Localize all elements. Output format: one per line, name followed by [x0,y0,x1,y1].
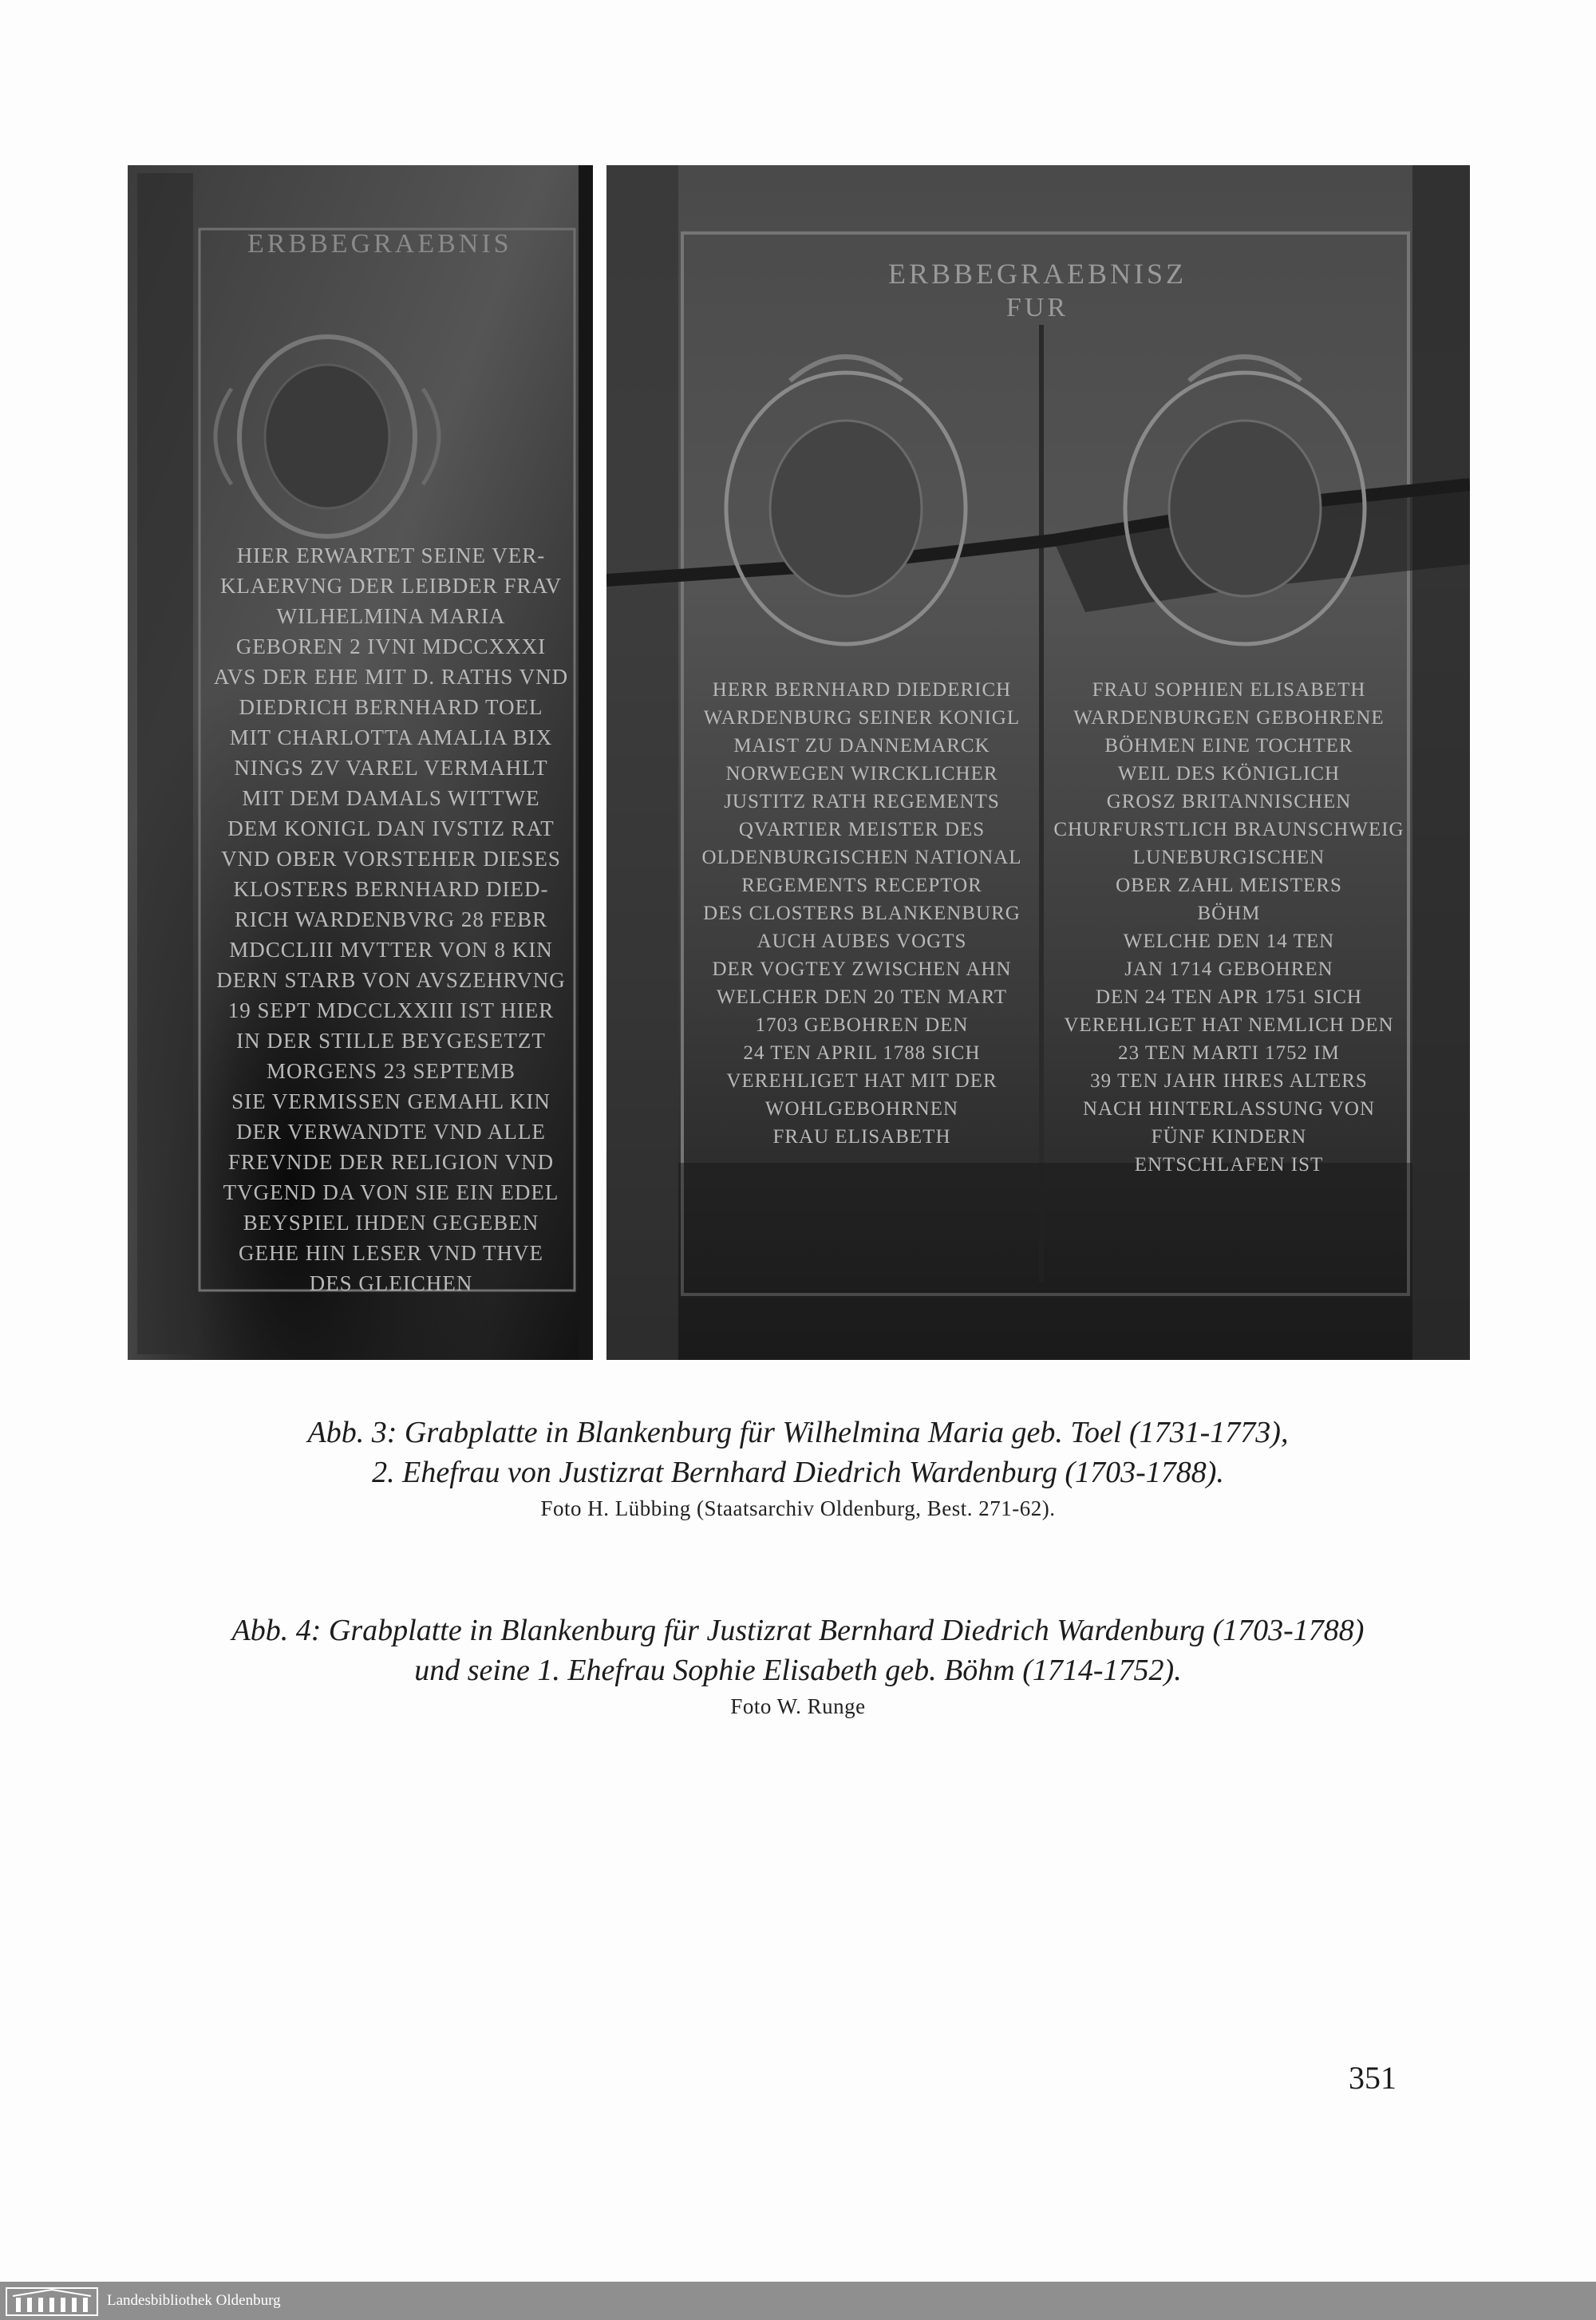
inscription-line: HIER ERWARTET SEINE VER- [236,543,546,567]
inscription-line: OBER ZAHL MEISTERS [1116,875,1342,896]
inscription-line: WILHELMINA MARIA [276,604,506,628]
inscription-line: 24 TEN APRIL 1788 SICH [743,1042,981,1064]
slab-right-inscription-left [682,676,1041,1151]
inscription-line: NORWEGEN WIRCKLICHER [725,763,998,785]
inscription-line: JUSTITZ RATH REGEMENTS [724,791,1000,812]
inscription-line: FRAU SOPHIEN ELISABETH [1092,679,1366,701]
inscription-line: VND OBER VORSTEHER DIESES [221,847,561,871]
inscription-line: BÖHM [1197,903,1261,924]
inscription-line: DERN STARB VON AVSZEHRVNG [216,968,566,992]
inscription-line: AVS DER EHE MIT D. RATHS VND [213,665,569,689]
inscription-line: DER VERWANDTE VND ALLE [236,1120,546,1144]
inscription-line: MIT CHARLOTTA AMALIA BIX [229,725,553,749]
inscription-line: WARDENBURG SEINER KONIGL [703,707,1021,729]
inscription-line: KLAERVNG DER LEIBDER FRAV [219,574,563,598]
inscription-line: GEBOREN 2 IVNI MDCCXXXI [235,634,547,658]
caption-3-line-1: Abb. 3: Grabplatte in Blankenburg für Wilhelmina Maria geb. Toel (1731-1773), [307,1416,1289,1449]
grave-slab-photo-right [606,165,1470,1360]
inscription-line: WEIL DES KÖNIGLICH [1117,763,1341,785]
caption-figure-4 [128,1611,1468,1721]
inscription-line: OLDENBURGISCHEN NATIONAL [701,847,1022,868]
slab-left-inscription [207,540,575,1298]
inscription-line: HERR BERNHARD DIEDERICH [712,679,1012,701]
slab-left-header-text: ERBBEGRAEBNIS [247,229,512,259]
inscription-line: AUCH AUBES VOGTS [757,931,967,952]
inscription-line: NINGS ZV VAREL VERMAHLT [234,756,548,780]
inscription-line: MDCCLIII MVTTER VON 8 KIN [229,938,553,962]
inscription-line: VEREHLIGET HAT NEMLICH DEN [1064,1014,1394,1036]
inscription-line: REGEMENTS RECEPTOR [741,875,982,896]
inscription-line: SIE VERMISSEN GEMAHL KIN [231,1089,551,1113]
inscription-line: 39 TEN JAHR IHRES ALTERS [1090,1070,1368,1092]
caption-figure-3 [128,1413,1468,1523]
inscription-line: DES GLEICHEN [309,1271,473,1295]
library-name: Landesbibliothek Oldenburg [107,2292,281,2309]
inscription-line: MAIST ZU DANNEMARCK [733,735,990,757]
caption-4-line-1: Abb. 4: Grabplatte in Blankenburg für Justizrat Bernhard Diedrich Wardenburg (1703-1788) [231,1614,1365,1647]
slab-right-header-text: ERBBEGRAEBNISZ [887,258,1187,290]
inscription-line: GEHE HIN LESER VND THVE [239,1241,543,1265]
inscription-line: DEN 24 TEN APR 1751 SICH [1096,986,1362,1008]
inscription-line: WOHLGEBOHRNEN [764,1098,959,1120]
inscription-line: VEREHLIGET HAT MIT DER [726,1070,998,1092]
inscription-line: DEM KONIGL DAN IVSTIZ RAT [227,816,555,840]
inscription-line: CHURFURSTLICH BRAUNSCHWEIG [1053,819,1404,840]
inscription-line: WARDENBURGEN GEBOHRENE [1073,707,1385,729]
inscription-line: LUNEBURGISCHEN [1132,847,1325,868]
inscription-line: 19 SEPT MDCCLXXIII IST HIER [227,998,555,1022]
caption-4-line-2: und seine 1. Ehefrau Sophie Elisabeth geb. Böhm (1714-1752). [414,1654,1182,1687]
inscription-line: DIEDRICH BERNHARD TOEL [239,695,543,719]
inscription-line: BEYSPIEL IHDEN GEGEBEN [243,1211,539,1235]
inscription-line: 23 TEN MARTI 1752 IM [1118,1042,1340,1064]
caption-3-line-2: 2. Ehefrau von Justizrat Bernhard Diedrich Wardenburg (1703-1788). [372,1456,1224,1489]
inscription-line: FÜNF KINDERN [1151,1126,1307,1148]
inscription-line: MORGENS 23 SEPTEMB [266,1059,516,1083]
inscription-line: WELCHE DEN 14 TEN [1123,931,1335,952]
inscription-line: GROSZ BRITANNISCHEN [1106,791,1352,812]
inscription-line: MIT DEM DAMALS WITTWE [242,786,540,810]
caption-3-credit: Foto H. Lübbing (Staatsarchiv Oldenburg, Best. 271-62). [540,1496,1056,1520]
inscription-line: IN DER STILLE BEYGESETZT [236,1029,546,1053]
inscription-line: FREVNDE DER RELIGION VND [227,1150,555,1174]
inscription-line: BÖHMEN EINE TOCHTER [1104,735,1353,757]
inscription-line: TVGEND DA VON SIE EIN EDEL [223,1180,559,1204]
inscription-line: FRAU ELISABETH [772,1126,951,1148]
inscription-line: QVARTIER MEISTER DES [738,819,986,840]
inscription-line: ENTSCHLAFEN IST [1134,1154,1324,1176]
grave-slab-photo-left [128,165,593,1360]
inscription-line: 1703 GEBOHREN DEN [755,1014,969,1036]
library-building-icon [5,2285,99,2317]
inscription-line: KLOSTERS BERNHARD DIED- [233,877,549,901]
inscription-line: JAN 1714 GEBOHREN [1124,958,1333,980]
inscription-line: DES CLOSTERS BLANKENBURG [703,903,1021,924]
inscription-line: WELCHER DEN 20 TEN MART [716,986,1008,1008]
slab-right-inscription-right [1049,676,1408,1179]
slab-right-header-sub: FUR [1005,293,1069,322]
caption-4-credit: Foto W. Runge [730,1694,866,1718]
page-number: 351 [1349,2060,1396,2096]
inscription-line: DER VOGTEY ZWISCHEN AHN [712,958,1012,980]
footer-bar [0,2282,1596,2320]
inscription-line: RICH WARDENBVRG 28 FEBR [234,907,548,931]
inscription-line: NACH HINTERLASSUNG VON [1083,1098,1375,1120]
